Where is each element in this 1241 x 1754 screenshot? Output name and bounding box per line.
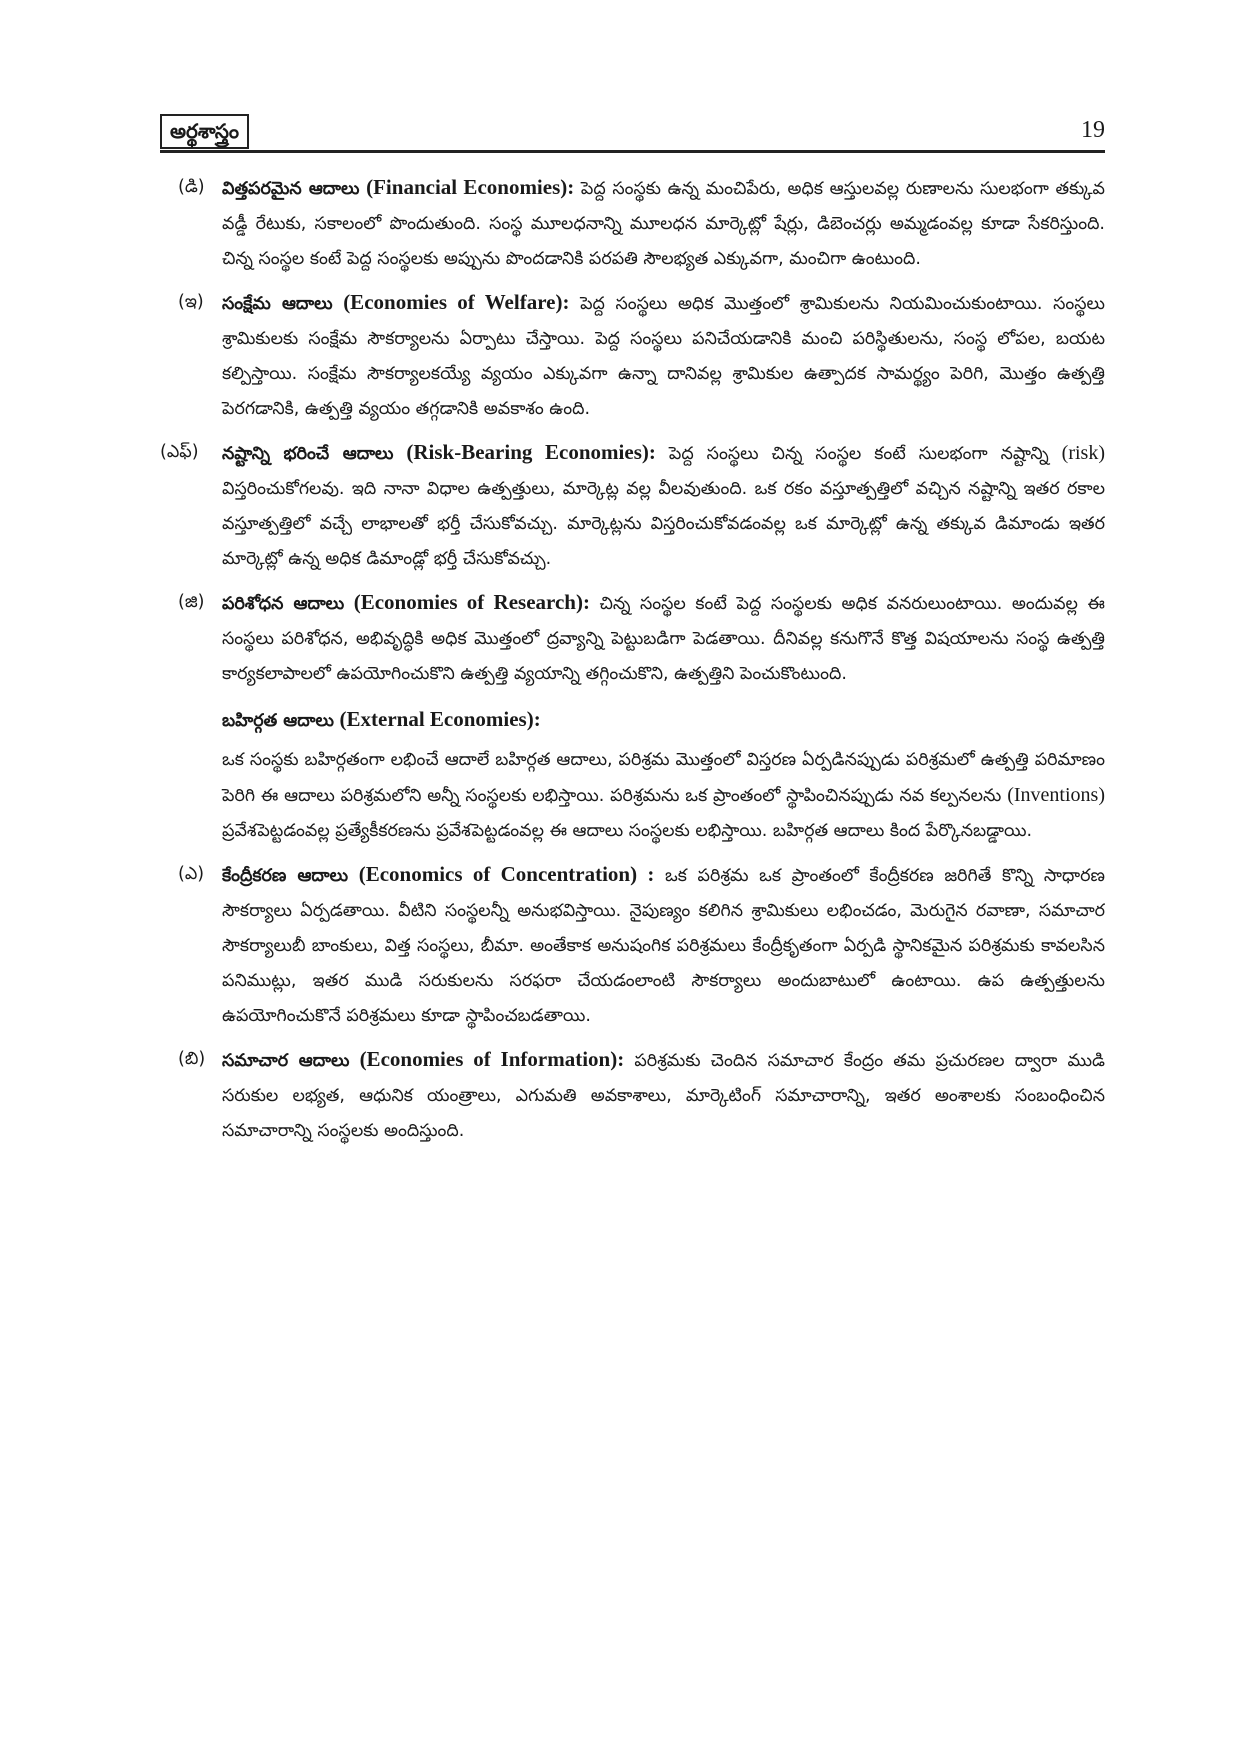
paragraph <box>222 435 1105 577</box>
running-header-title: అర్థశాస్త్రం <box>160 114 249 149</box>
heading-en: (Economics of Concentration) : <box>358 862 655 886</box>
body-text: విస్తరించుకోగలవు. ఇది నానా విధాల ఉత్పత్తులు, మార్కెట్ల వల్ల వీలవుతుంది. ఒక రకం వస్తూత్పత్తిలో వచ్చిన నష్టాన్ని ఇతర రకాల వస్తూత్పత్తిలో వచ్చే లాభాలతో భర్తీ చేసుకోవచ్చు. మార్కెట్లను విస్తరించుకోవడంవల్ల ఒక మార్కెట్లో ఉన్న తక్కువ డిమాండు ఇతర మార్కెట్లో ఉన్న అధిక డిమాండ్లో భర్తీ చేసుకోవచ్చు. <box>222 479 1105 569</box>
list-marker: (ఎ) <box>178 864 205 884</box>
risk-term: (risk) <box>1061 442 1105 464</box>
section-external-economies-body <box>160 743 1105 849</box>
body-text: చిన్న సంస్థల కంటే పెద్ద సంస్థలకు అధిక వనరులుంటాయి. అందువల్ల ఈ సంస్థలు పరిశోధన, అభివృద్ధికి అధిక మొత్తంలో ద్రవ్యాన్ని పెట్టుబడిగా పెడతాయి. దీనివల్ల కనుగొనే కొత్త విషయాలను సంస్థ ఉత్పత్తి కార్యకలాపాలలో ఉపయోగించుకొని ఉత్పత్తి వ్యయాన్ని తగ్గించుకొని, ఉత్పత్తిని పెంచుకొంటుంది. <box>222 594 1105 684</box>
body-text: పెద్ద సంస్థకు ఉన్న మంచిపేరు, అధిక ఆస్తులవల్ల రుణాలను సులభంగా తక్కువ వడ్డీ రేటుకు, సకాలంలో పొందుతుంది. సంస్థ మూలధనాన్ని మూలధన మార్కెట్లో షేర్లు, డిబెంచర్లు అమ్మడంవల్ల కూడా సేకరిస్తుంది. చిన్న సంస్థల కంటే పెద్ద సంస్థలకు అప్పును పొందడానికి పరపతి సౌలభ్యత ఎక్కువగా, మంచిగా ఉంటుంది. <box>222 179 1105 269</box>
section-economies-of-research <box>160 585 1105 692</box>
paragraph <box>222 285 1105 427</box>
page-number: 19 <box>1081 117 1105 143</box>
heading-te: విత్తపరమైన ఆదాలు <box>222 179 360 199</box>
paragraph <box>222 1042 1105 1149</box>
section-economics-of-concentration <box>160 857 1105 1034</box>
heading-te: పరిశోధన ఆదాలు <box>222 594 345 614</box>
heading-te: కేంద్రీకరణ ఆదాలు <box>222 866 349 886</box>
paragraph <box>222 585 1105 692</box>
body-text: ఒక సంస్థకు బహిర్గతంగా లభించే ఆదాలే బహిర్గత ఆదాలు, పరిశ్రమ మొత్తంలో విస్తరణ ఏర్పడినప్పుడు పరిశ్రమలో ఉత్పత్తి పరిమాణం పెరిగి ఈ ఆదాలు పరిశ్రమలోని అన్నీ సంస్థలకు లభిస్తాయి. పరిశ్రమను ఒక ప్రాంతంలో స్థాపించినప్పుడు నవ కల్పనలను <box>222 750 1105 806</box>
page-header <box>160 112 1105 153</box>
heading-te: బహిర్గత ఆదాలు <box>222 711 334 731</box>
heading-te: సమాచార ఆదాలు <box>222 1051 350 1071</box>
section-economies-of-welfare <box>160 285 1105 427</box>
section-risk-bearing-economies <box>160 435 1105 577</box>
heading-te: నష్టాన్ని భరించే ఆదాలు <box>222 444 394 464</box>
list-marker: (బి) <box>178 1049 206 1069</box>
body-text: ఒక పరిశ్రమ ఒక ప్రాంతంలో కేంద్రీకరణ జరిగితే కొన్ని సాధారణ సౌకర్యాలు ఏర్పడతాయి. వీటిని సంస్థలన్నీ అనుభవిస్తాయి. నైపుణ్యం కలిగిన శ్రామికులు లభించడం, మెరుగైన రవాణా, సమాచార సౌకర్యాలుబీ బాంకులు, విత్త సంస్థలు, బీమా. అంతేకాక అనుషంగిక పరిశ్రమలు కేంద్రీకృతంగా ఏర్పడి స్థానికమైన పరిశ్రమకు కావలసిన పనిముట్లు, ఇతర ముడి సరుకులను సరఫరా చేయడంలాంటి సౌకర్యాలు అందుబాటులో ఉంటాయి. ఉప ఉత్పత్తులను ఉపయోగించుకొనే పరిశ్రమలు కూడా స్థాపించబడతాయి. <box>222 866 1105 1026</box>
heading-en: (Financial Economies): <box>366 175 575 199</box>
page-body <box>160 170 1105 1157</box>
heading-en: (Economies of Information): <box>359 1047 625 1071</box>
list-marker: (జి) <box>178 592 205 612</box>
body-text: పెద్ద సంస్థలు అధిక మొత్తంలో శ్రామికులను నియమించుకుంటాయి. సంస్థలు శ్రామికులకు సంక్షేమ సౌకర్యాలను ఏర్పాటు చేస్తాయి. పెద్ద సంస్థలు పనిచేయడానికి మంచి పరిస్థితులను, సంస్థ లోపల, బయట కల్పిస్తాయి. సంక్షేమ సౌకర్యాలకయ్యే వ్యయం ఎక్కువగా ఉన్నా దానివల్ల శ్రామికుల ఉత్పాదక సామర్థ్యం పెరిగి, మొత్తం ఉత్పత్తి పెరగడానికి, ఉత్పత్తి వ్యయం తగ్గడానికి అవకాశం ఉంది. <box>222 294 1105 419</box>
inventions-term: (Inventions) <box>1007 784 1105 806</box>
body-text: పెద్ద సంస్థలు చిన్న సంస్థల కంటే సులభంగా నష్టాన్ని <box>668 444 1049 464</box>
heading-en: (Risk-Bearing Economies): <box>406 440 656 464</box>
list-marker: (ఇ) <box>178 292 204 312</box>
heading-en: (External Economies): <box>339 707 541 731</box>
section-heading-external-economies <box>160 702 1105 739</box>
list-marker: (ఎఫ్) <box>160 442 199 462</box>
list-marker: (డి) <box>178 177 205 197</box>
paragraph <box>222 743 1105 849</box>
heading-en: (Economies of Welfare): <box>343 290 570 314</box>
body-text: ప్రవేశపెట్టడంవల్ల ప్రత్యేకీకరణను ప్రవేశపెట్టడంవల్ల ఈ ఆదాలు సంస్థలకు లభిస్తాయి. బహిర్గత ఆదాలు కింద పేర్కొనబడ్డాయి. <box>222 821 1033 841</box>
paragraph <box>222 857 1105 1034</box>
heading-en: (Economies of Research): <box>353 590 590 614</box>
section-economies-of-information <box>160 1042 1105 1149</box>
paragraph <box>222 170 1105 277</box>
heading-te: సంక్షేమ ఆదాలు <box>222 294 333 314</box>
section-financial-economies <box>160 170 1105 277</box>
body-text: పరిశ్రమకు చెందిన సమాచార కేంద్రం తమ ప్రచురణల ద్వారా ముడి సరుకుల లభ్యత, ఆధునిక యంత్రాలు, ఎగుమతి అవకాశాలు, మార్కెటింగ్ సమాచారాన్ని, ఇతర అంశాలకు సంబంధించిన సమాచారాన్ని సంస్థలకు అందిస్తుంది. <box>222 1051 1105 1141</box>
